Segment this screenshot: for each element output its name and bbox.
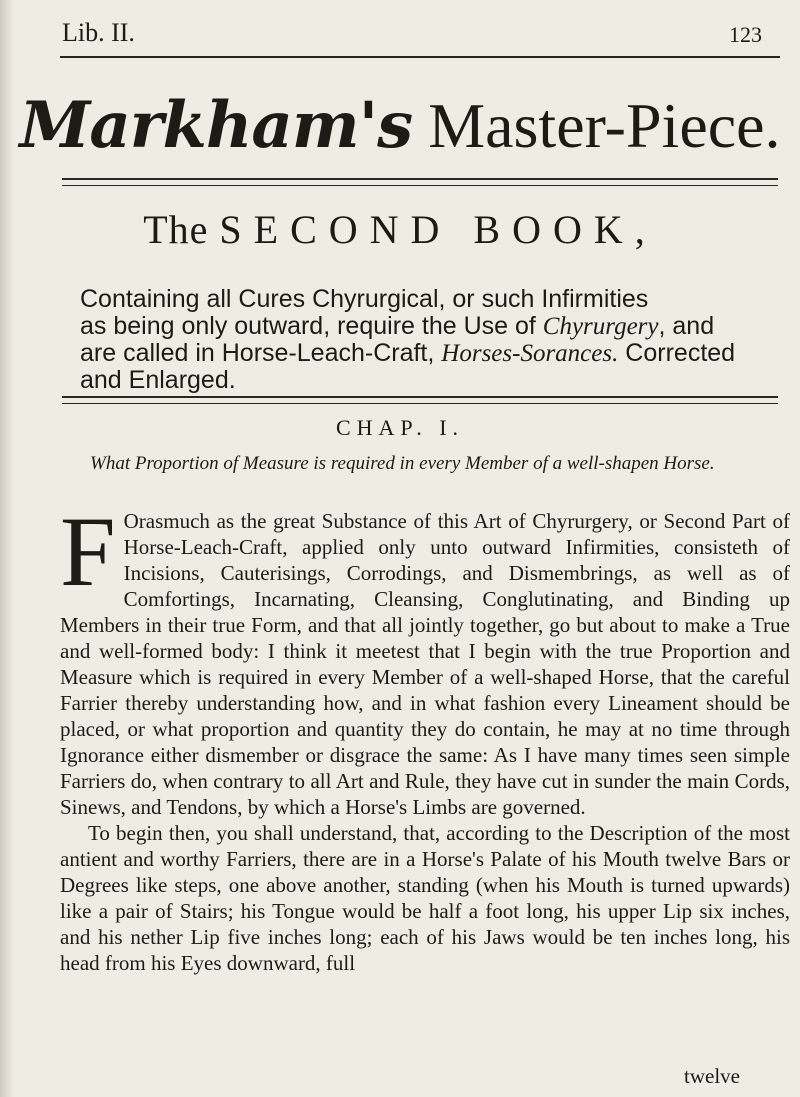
paragraph-1-text: Orasmuch as the great Substance of this Art of Chyrurgery, or Second Part of Horse-Leach-Craft, applied only unto outward Infirmities, consisteth of Incisions, Cauterisings, Corrodings, and Dismembrings, as well as of Comfortings, Incarnating, Cleansing, Conglutinating, and Binding up Members in their true Form, and that all jointly together, go but about to make a True and well-formed body: I think it meetest that I begin with the true Proportion and Measure which is required in every Member of a well-shaped Horse, that the careful Farrier thereby understanding how, and in what fashion every Lineament should be placed, or what proportion and quantity they do contain, he may at no time through Ignorance either dismember or disgrace the same: As I have many times seen simple Farriers do, when contrary to all Art and Rule, they have cut in sunder the main Cords, Sinews, and Tendons, by which a Horse's Limbs are governed. <box>60 509 790 819</box>
title-blackletter: Markham's <box>19 88 413 163</box>
subtitle-line-3-post: Corrected <box>618 339 736 367</box>
subtitle-line-2-italic: Chyrurgery <box>542 313 659 340</box>
subtitle-line-1: Containing all Cures Chyrurgical, or such Infirmities <box>80 285 649 313</box>
page-number: 123 <box>729 22 762 47</box>
page-title <box>0 86 800 166</box>
book-subtitle <box>80 286 760 394</box>
book-number: Lib. II. <box>62 18 135 47</box>
paragraph-2: To begin then, you shall understand, that, according to the Description of the most antient and worthy Farriers, there are in a Horse's Palate of his Mouth twelve Bars or Degrees like steps, one above another, standing (when his Mouth is turned upwards) like a pair of Stairs; his Tongue would be half a foot long, his upper Lip six inches, and his nether Lip five inches long; each of his Jaws would be ten inches long, his head from his Eyes downward, full <box>60 821 790 975</box>
subtitle-line-2 <box>80 313 760 340</box>
book-heading-prefix: The <box>143 207 209 252</box>
chapter-label: CHAP. I. <box>335 415 465 440</box>
subtitle-rule <box>62 396 778 404</box>
header-rule <box>60 56 780 58</box>
book-heading <box>0 206 800 253</box>
paragraph-1 <box>60 496 790 820</box>
subtitle-line-2-post: , and <box>658 312 715 340</box>
running-head <box>62 18 762 52</box>
subtitle-line-3 <box>80 340 760 367</box>
book-heading-spaced: SECOND BOOK, <box>219 207 657 252</box>
catchword: twelve <box>684 1064 740 1088</box>
subtitle-line-4: and Enlarged. <box>80 366 236 394</box>
subtitle-line-3-pre: are called in Horse-Leach-Craft, <box>80 339 442 367</box>
body-text <box>60 496 790 976</box>
title-roman: Master-Piece. <box>428 90 781 161</box>
title-rule <box>62 178 778 186</box>
chapter-title: What Proportion of Measure is required in every Member of a well-shapen Horse. <box>90 453 715 474</box>
drop-cap: F <box>60 496 116 607</box>
subtitle-line-2-pre: as being only outward, require the Use of <box>80 312 543 340</box>
subtitle-line-3-italic: Horses-Sorances. <box>441 340 619 367</box>
